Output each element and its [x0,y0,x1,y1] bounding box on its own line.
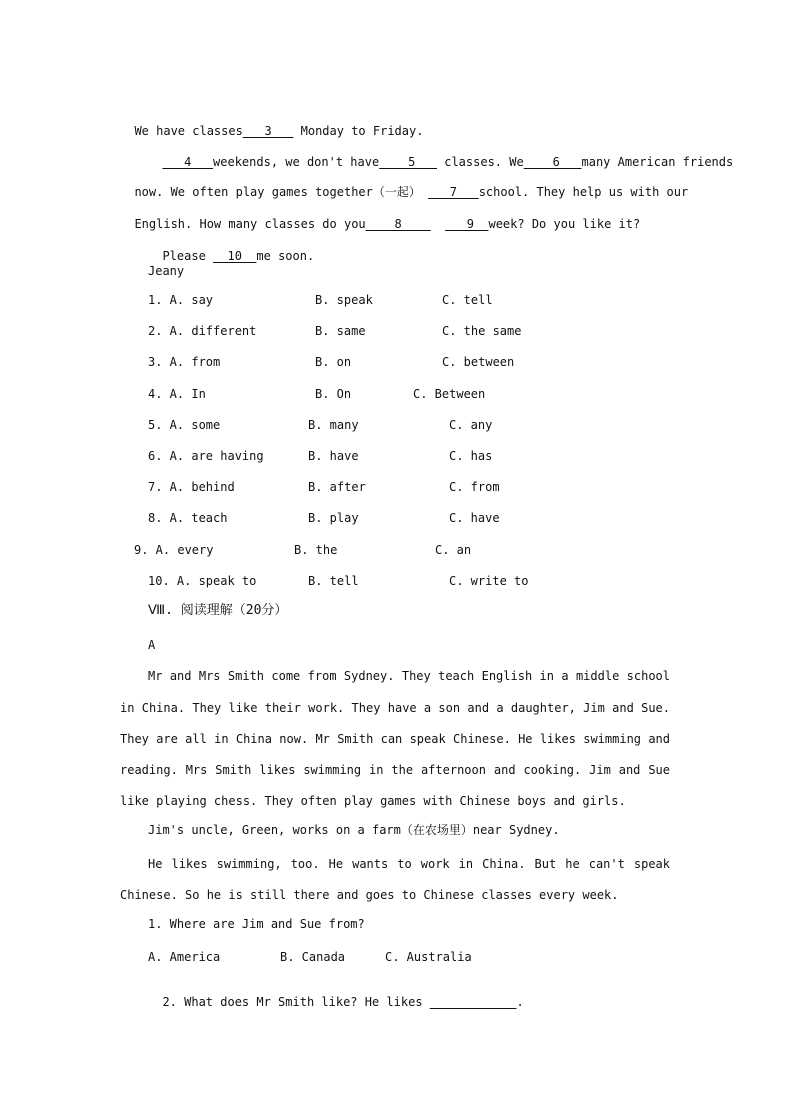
question-1-option-c: C. Australia [385,950,472,964]
option-6-a: 6. A. are having [148,449,264,463]
text-span: classes. We [437,155,524,169]
option-4-c: C. Between [413,387,486,401]
question-1-option-a: A. America [148,950,221,964]
option-7-b: B. after [308,480,366,494]
passage-p1-line1: Mr and Mrs Smith come from Sydney. They teach English in a middle school [148,669,670,683]
option-10-c: C. write to [449,574,529,588]
blank-9: 9 [445,217,489,231]
passage-p1-line3: They are all in China now. Mr Smith can speak Chinese. He likes swimming and [120,732,670,746]
option-8-a: 8. A. teach [148,511,228,525]
text-span: English. How many classes do you [134,217,366,231]
option-2-a: 2. A. different [148,324,257,338]
option-1-a: 1. A. say [148,293,214,307]
option-2-b: B. same [315,324,366,338]
option-8-b: B. play [308,511,359,525]
passage-p3-line1: He likes swimming, too. He wants to work in China. But he can't speak [148,857,670,871]
blank-8: 8 [365,217,431,231]
option-5-b: B. many [308,418,359,432]
cloze-line-3 [120,168,688,200]
cloze-line-2 [148,138,733,170]
cloze-line-4 [120,200,640,232]
option-9-a: 9. A. every [134,543,214,557]
question-2-text: 2. What does Mr Smith like? He likes [162,995,430,1009]
passage-p2: Jim's uncle, Green, works on a farm（在农场里）near Sydney. [148,823,560,837]
cloze-line-1 [120,107,423,139]
option-10-b: B. tell [308,574,359,588]
blank-4: 4 [162,155,214,169]
section-title: Ⅷ. 阅读理解（20分） [148,603,288,618]
blank-7: 7 [428,185,479,199]
question-2-blank [430,995,517,1009]
cloze-line-5 [148,232,314,264]
passage-label: A [148,638,156,652]
question-2 [148,978,524,1010]
option-3-c: C. between [442,355,515,369]
option-4-a: 4. A. In [148,387,206,401]
option-10-a: 10. A. speak to [148,574,257,588]
option-6-b: B. have [308,449,359,463]
blank-5: 5 [379,155,437,169]
question-1-option-b: B. Canada [280,950,346,964]
option-6-c: C. has [449,449,493,463]
option-5-c: C. any [449,418,493,432]
blank-6: 6 [523,155,582,169]
text-span: weekends, we don't have [213,155,380,169]
option-9-c: C. an [435,543,472,557]
option-5-a: 5. A. some [148,418,221,432]
question-2-end: . [516,995,524,1009]
text-span: school. They help us with our [478,185,689,199]
option-1-b: B. speak [315,293,373,307]
option-8-c: C. have [449,511,500,525]
text-span: week? Do you like it? [488,217,641,231]
blank-10: 10 [213,249,257,263]
option-4-b: B. On [315,387,352,401]
text-span: now. We often play games together（一起） [134,185,421,199]
text-span: Please [162,249,214,263]
passage-p3-line2: Chinese. So he is still there and goes to Chinese classes every week. [120,888,619,902]
passage-p1-line4: reading. Mrs Smith likes swimming in the afternoon and cooking. Jim and Sue [120,763,670,777]
option-9-b: B. the [294,543,338,557]
question-1: 1. Where are Jim and Sue from? [148,917,365,931]
passage-p1-line2: in China. They like their work. They have a son and a daughter, Jim and Sue. [120,701,670,715]
option-3-b: B. on [315,355,352,369]
option-1-c: C. tell [442,293,493,307]
text-span: We have classes [134,124,243,138]
signature: Jeany [148,264,185,278]
option-2-c: C. the same [442,324,522,338]
text-span: me soon. [256,249,315,263]
text-span: many American friends [581,155,734,169]
option-7-a: 7. A. behind [148,480,235,494]
blank-3: 3 [242,124,294,138]
option-3-a: 3. A. from [148,355,221,369]
option-7-c: C. from [449,480,500,494]
text-span: Monday to Friday. [293,124,424,138]
passage-p1-line5: like playing chess. They often play games with Chinese boys and girls. [120,794,626,808]
